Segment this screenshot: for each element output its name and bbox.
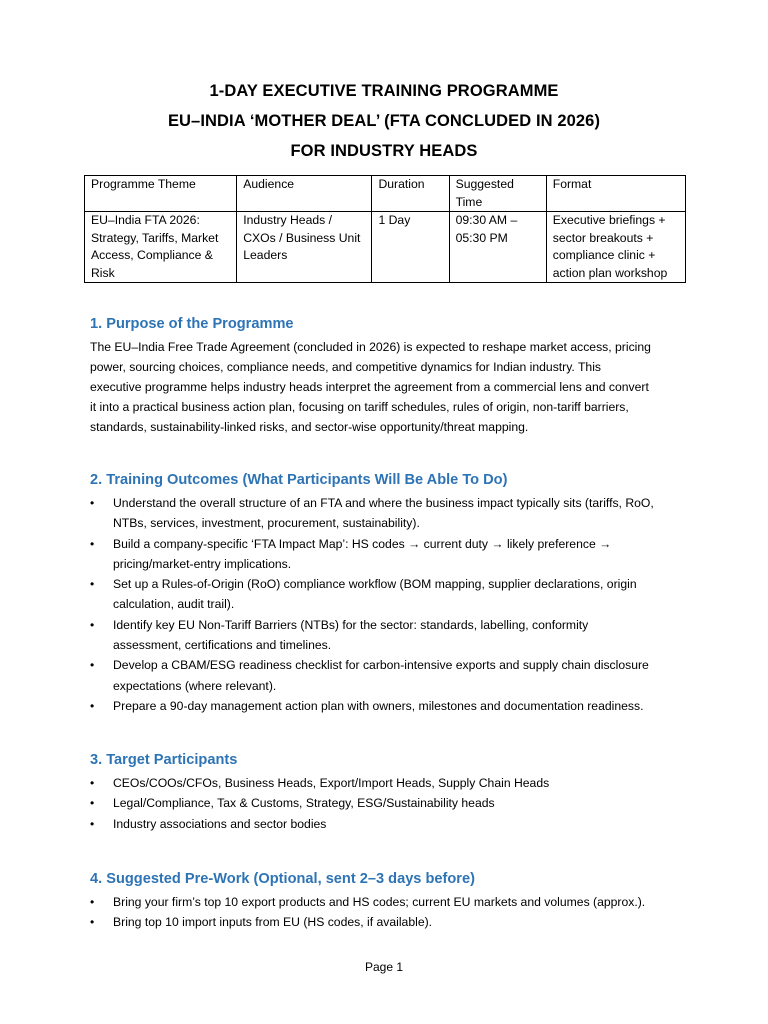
- bullet-icon: •: [90, 698, 95, 713]
- bullet-icon: •: [90, 496, 95, 510]
- section-paragraph: The EU–India Free Trade Agreement (concluded in 2026) is expected to reshape market access, pricing power, sourcing choices, compliance needs, and competitive dynamics for Indian industry. This executive programme helps industry heads interpret the agreement from a commercial lens and convert it into a practical business action plan, focusing on tariff schedules, rules of origin, non-tariff barriers, standards, sustainability-linked risks, and sector-wise opportunity/threat mapping.: [90, 340, 651, 434]
- bullet-icon: •: [90, 796, 95, 811]
- cell-audience: Industry Heads / CXOs / Business Unit Leaders: [237, 212, 372, 283]
- list-item: • Identify key EU Non-Tariff Barriers (NTBs) for the sector: standards, labelling, conformity assessment, certifications and timelines.: [90, 615, 690, 656]
- header-cell-format: Format: [546, 176, 685, 212]
- list-item: • Set up a Rules-of-Origin (RoO) compliance workflow (BOM mapping, supplier declarations, origin calculation, audit trail).: [90, 574, 690, 615]
- list-item: • Legal/Compliance, Tax & Customs, Strategy, ESG/Sustainability heads: [90, 793, 690, 813]
- header-cell-theme: Programme Theme: [85, 176, 237, 212]
- page-number: Page 1: [364, 960, 404, 974]
- list-item: • Understand the overall structure of an FTA and where the business impact typically sits (tariffs, RoO, NTBs, services, investment, procurement, sustainability).: [90, 493, 690, 534]
- title-line-2: EU–INDIA ‘MOTHER DEAL’ (FTA CONCLUDED IN 2026): [167, 112, 601, 130]
- section-purpose: [90, 313, 690, 437]
- bullet-list: [90, 493, 690, 716]
- bullet-icon: •: [90, 895, 95, 909]
- section-heading: 2. Training Outcomes (What Participants Will Be Able To Do): [90, 472, 508, 488]
- cell-time: 09:30 AM – 05:30 PM: [449, 212, 546, 283]
- bullet-icon: •: [90, 577, 95, 592]
- header-cell-audience: Audience: [237, 176, 372, 212]
- cell-format: Executive briefings + sector breakouts + compliance clinic + action plan workshop: [546, 212, 685, 283]
- title-line-1: 1-DAY EXECUTIVE TRAINING PROGRAMME: [209, 82, 559, 100]
- header-cell-time: Suggested Time: [449, 176, 546, 212]
- programme-summary-table: [84, 175, 686, 283]
- bullet-icon: •: [90, 617, 95, 632]
- bullet-icon: •: [90, 915, 95, 930]
- list-item: • Bring your firm’s top 10 export products and HS codes; current EU markets and volumes (approx.).: [90, 892, 690, 912]
- bullet-icon: •: [90, 776, 95, 790]
- list-item: • Build a company-specific ‘FTA Impact Map’: HS codes → current duty → likely preference → pricing/market-entry implications.: [90, 534, 690, 575]
- list-item: • Bring top 10 import inputs from EU (HS codes, if available).: [90, 912, 690, 932]
- bullet-icon: •: [90, 658, 95, 673]
- table-header-row: [85, 176, 686, 212]
- section-heading: 3. Target Participants: [90, 752, 238, 768]
- bullet-list: [90, 773, 690, 834]
- title-line-3: FOR INDUSTRY HEADS: [290, 142, 478, 160]
- list-item: • CEOs/COOs/CFOs, Business Heads, Export/Import Heads, Supply Chain Heads: [90, 773, 690, 793]
- list-item: • Develop a CBAM/ESG readiness checklist for carbon-intensive exports and supply chain disclosure expectations (where relevant).: [90, 655, 690, 696]
- section-heading: 4. Suggested Pre-Work (Optional, sent 2–3 days before): [90, 871, 475, 887]
- header-cell-duration: Duration: [372, 176, 449, 212]
- list-item: • Industry associations and sector bodies: [90, 814, 690, 834]
- document-title: [0, 76, 768, 166]
- section-pre-work: [90, 868, 690, 933]
- section-heading: 1. Purpose of the Programme: [90, 316, 294, 332]
- cell-duration: 1 Day: [372, 212, 449, 283]
- section-target-participants: [90, 749, 690, 834]
- bullet-icon: •: [90, 536, 95, 551]
- bullet-icon: •: [90, 816, 95, 831]
- section-training-outcomes: [90, 469, 690, 716]
- table-row: [85, 212, 686, 283]
- list-item: • Prepare a 90-day management action plan with owners, milestones and documentation readiness.: [90, 696, 690, 716]
- cell-theme: EU–India FTA 2026: Strategy, Tariffs, Market Access, Compliance & Risk: [85, 212, 237, 283]
- bullet-list: [90, 892, 690, 933]
